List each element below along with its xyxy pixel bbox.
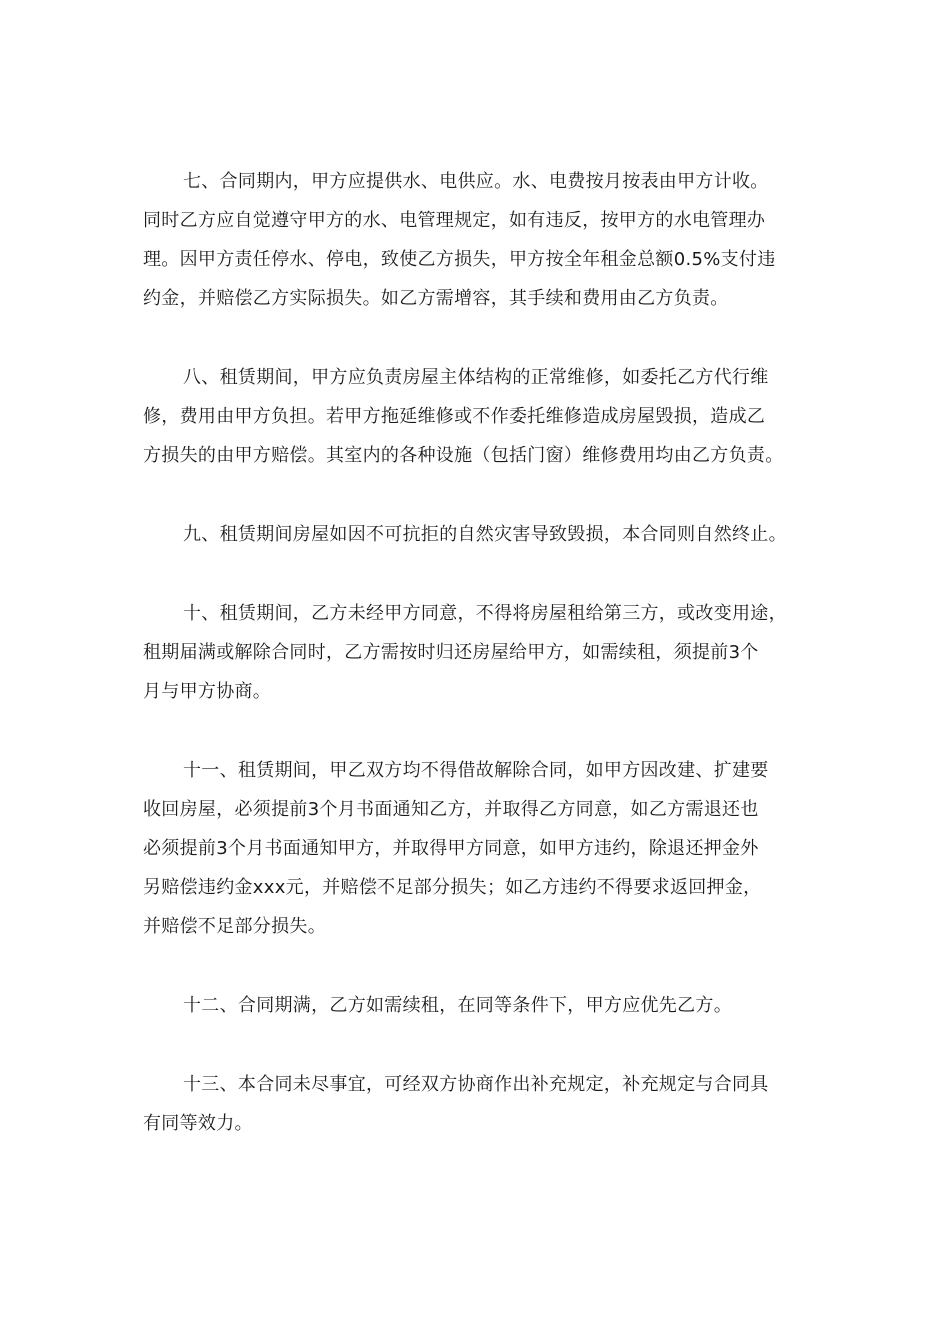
clause-line: 十二、合同期满，乙方如需续租，在同等条件下，甲方应优先乙方。 xyxy=(183,995,732,1016)
clause-line: 必须提前3个月书面通知甲方，并取得甲方同意，如甲方违约，除退还押金外 xyxy=(143,838,759,859)
clause-line: 十三、本合同未尽事宜，可经双方协商作出补充规定，补充规定与合同具 xyxy=(183,1074,769,1095)
clause-line: 七、合同期内，甲方应提供水、电供应。水、电费按月按表由甲方计收。 xyxy=(183,171,769,192)
clause-9 xyxy=(143,515,808,554)
clause-8 xyxy=(143,358,808,475)
clause-line: 同时乙方应自觉遵守甲方的水、电管理规定，如有违反，按甲方的水电管理办 xyxy=(143,210,766,231)
clause-13 xyxy=(143,1065,808,1143)
paragraph-spacer xyxy=(143,318,808,358)
clause-line: 十一、租赁期间，甲乙双方均不得借故解除合同，如甲方因改建、扩建要 xyxy=(183,760,769,781)
clause-line: 理。因甲方责任停水、停电，致使乙方损失，甲方按全年租金总额0.5%支付违 xyxy=(143,249,776,270)
clause-line: 另赔偿违约金xxx元，并赔偿不足部分损失；如乙方违约不得要求返回押金， xyxy=(143,877,762,898)
clause-line: 租期届满或解除合同时，乙方需按时归还房屋给甲方，如需续租，须提前3个 xyxy=(143,642,759,663)
clause-line: 有同等效力。 xyxy=(143,1113,253,1134)
paragraph-spacer xyxy=(143,554,808,594)
clause-line: 收回房屋，必须提前3个月书面通知乙方，并取得乙方同意，如乙方需退还也 xyxy=(143,799,759,820)
clause-12 xyxy=(143,986,808,1025)
clause-line: 方损失的由甲方赔偿。其室内的各种设施（包括门窗）维修费用均由乙方负责。 xyxy=(143,445,784,466)
clause-7 xyxy=(143,162,808,318)
document-body xyxy=(143,162,808,1143)
clause-line: 九、租赁期间房屋如因不可抗拒的自然灾害导致毁损，本合同则自然终止。 xyxy=(183,524,787,545)
paragraph-spacer xyxy=(143,475,808,515)
clause-line: 月与甲方协商。 xyxy=(143,681,272,702)
clause-line: 十、租赁期间，乙方未经甲方同意，不得将房屋租给第三方，或改变用途， xyxy=(183,603,787,624)
paragraph-spacer xyxy=(143,711,808,751)
clause-line: 并赔偿不足部分损失。 xyxy=(143,916,326,937)
clause-line: 约金，并赔偿乙方实际损失。如乙方需增容，其手续和费用由乙方负责。 xyxy=(143,288,729,309)
clause-11 xyxy=(143,751,808,946)
paragraph-spacer xyxy=(143,1025,808,1065)
clause-line: 八、租赁期间，甲方应负责房屋主体结构的正常维修，如委托乙方代行维 xyxy=(183,367,769,388)
paragraph-spacer xyxy=(143,946,808,986)
clause-line: 修，费用由甲方负担。若甲方拖延维修或不作委托维修造成房屋毁损，造成乙 xyxy=(143,406,766,427)
clause-10 xyxy=(143,594,808,711)
